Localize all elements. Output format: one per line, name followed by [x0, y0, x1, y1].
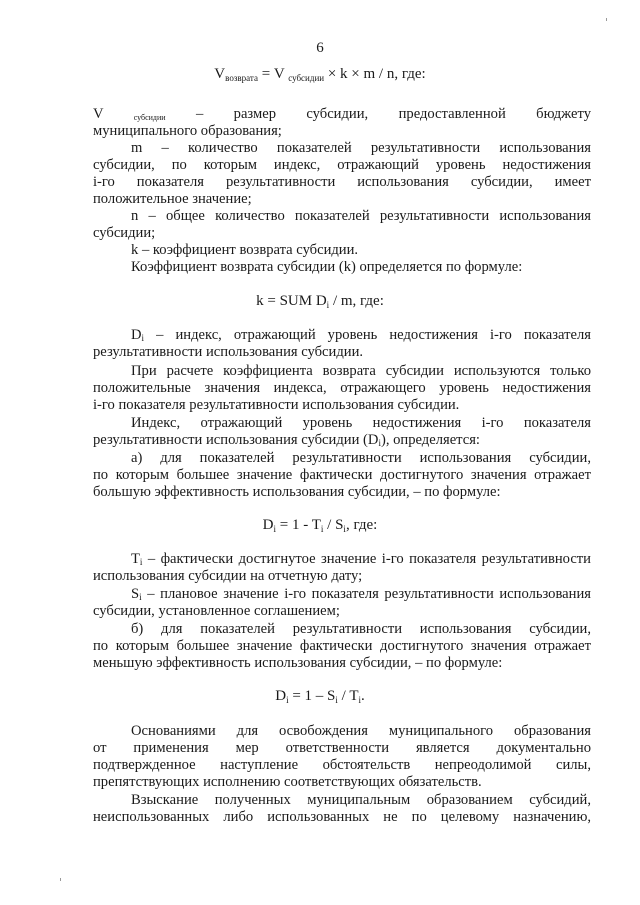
var-v — [93, 106, 166, 122]
formula-k-sub: i — [326, 300, 330, 310]
f4-s3: i — [358, 695, 361, 705]
text-line: большую эффективность использования субсидии, – по формуле: — [93, 484, 501, 500]
var-t-sub: i — [139, 557, 143, 567]
text-line: субсидии, установленное соглашением; — [93, 603, 340, 619]
f4-b: = 1 – S — [288, 688, 336, 704]
f3-s1: i — [273, 524, 277, 534]
text-line: Коэффициент возврата субсидии (k) определяется по формуле: — [131, 259, 523, 275]
formula-d-b — [0, 688, 640, 705]
var-s-definition: – плановое значение i-го показателя результативности использования — [141, 586, 591, 602]
f3-b: = 1 - T — [276, 517, 321, 533]
text-line: Индекс, отражающий уровень недостижения i-го показателя — [131, 415, 591, 431]
line17-a: результативности использования субсидии (D — [93, 432, 379, 448]
formula-d-a — [0, 517, 640, 534]
text-line: муниципального образования; — [93, 123, 282, 139]
formula-sub-return: возврата — [225, 73, 258, 83]
formula-eq: = V — [257, 66, 289, 82]
text-line: а) для показателей результативности использования субсидии, — [131, 450, 591, 466]
f4-d: . — [361, 688, 365, 704]
text-line: подтвержденное наступление обстоятельств непреодолимой силы, — [93, 757, 591, 773]
f3-a: D — [262, 517, 274, 533]
text-line: k – коэффициент возврата субсидии. — [131, 242, 359, 258]
var-d-sub: i — [141, 333, 145, 343]
text-line: неиспользованных либо использованных не по целевому назначению, — [93, 809, 591, 825]
f3-s3: i — [343, 524, 346, 534]
text-line: результативности использования субсидии. — [93, 344, 364, 360]
text-line: m – количество показателей результативности использования — [131, 140, 591, 156]
text-line: При расчете коэффициента возврата субсидии используются только — [131, 363, 591, 379]
line17-b: ), определяется: — [380, 432, 480, 448]
text-line: положительные значения индекса, отражающего уровень недостижения — [93, 380, 591, 396]
text-line: препятствующих исполнению соответствующих обязательств. — [93, 774, 482, 790]
formula-sub-subsidy: субсидии — [288, 73, 325, 83]
f4-a: D — [275, 688, 287, 704]
var-s: S — [131, 586, 140, 602]
text-line: i-го показателя результативности использования субсидии. — [93, 397, 460, 413]
formula-return-volume — [0, 66, 640, 83]
f3-d: , где: — [345, 517, 378, 533]
text-line — [93, 432, 591, 452]
text-line: i-го показателя результативности использования субсидии, имеет — [93, 174, 591, 190]
line17-sub: i — [378, 438, 381, 448]
page-number: 6 — [316, 40, 324, 56]
scan-speck — [60, 878, 61, 881]
scan-speck — [606, 18, 607, 21]
text-line: субсидии; — [93, 225, 156, 241]
formula-rest: × k × m / n, где: — [324, 66, 426, 82]
var-d: D — [131, 327, 142, 343]
text-line: меньшую эффективность использования субсидии, – по формуле: — [93, 655, 503, 671]
text-line: положительное значение; — [93, 191, 252, 207]
f3-s2: i — [320, 524, 324, 534]
text-line: Основаниями для освобождения муниципального образования — [131, 723, 591, 739]
var-v-definition: – размер субсидии, предоставленной бюджету — [195, 106, 592, 122]
f4-c: / T — [337, 688, 359, 704]
text-line: по которым большее значение фактически достигнутого значения отражает — [93, 638, 591, 654]
text-line: б) для показателей результативности использования субсидии, — [131, 621, 591, 637]
var-v-sub: субсидии — [133, 113, 166, 122]
f3-c: / S — [323, 517, 344, 533]
var-t-definition: – фактически достигнутое значение i-го показателя результативности — [142, 551, 591, 567]
f4-s2: i — [335, 695, 338, 705]
formula-k-a: k = SUM D — [256, 293, 327, 309]
text-line: использования субсидии на отчетную дату; — [93, 568, 363, 584]
formula-k-b: / m, где: — [329, 293, 384, 309]
var-t: T — [131, 551, 140, 567]
var-v-letter: V — [93, 106, 104, 122]
text-line: субсидии, по которым индекс, отражающий уровень недостижения — [93, 157, 591, 173]
f4-s1: i — [286, 695, 289, 705]
formula-v: V — [214, 66, 226, 82]
text-line: n – общее количество показателей результативности использования — [131, 208, 591, 224]
text-line: Взыскание полученных муниципальным образованием субсидий, — [131, 792, 591, 808]
var-d-definition: – индекс, отражающий уровень недостижения i-го показателя — [144, 327, 591, 343]
formula-k — [0, 293, 640, 310]
var-s-sub: i — [139, 592, 142, 602]
text-line: от применения мер ответственности является документально — [93, 740, 591, 756]
text-line: по которым большее значение фактически достигнутого значения отражает — [93, 467, 591, 483]
